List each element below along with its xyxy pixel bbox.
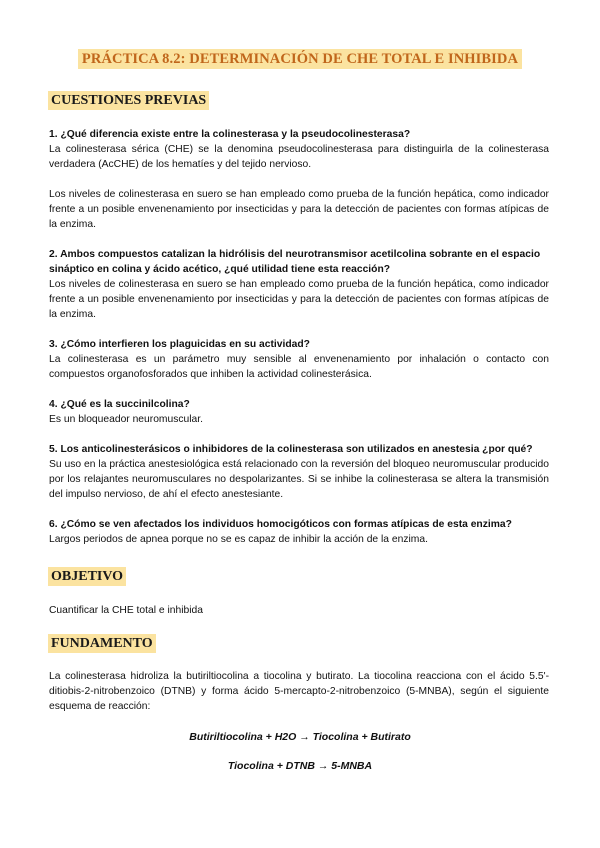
reaction-equation-1: Butiriltiocolina + H2O → Tiocolina + Butirato — [189, 731, 411, 743]
answer-4: Es un bloqueador neuromuscular. — [49, 414, 203, 425]
questions-block — [49, 127, 549, 547]
answer-6: Largos periodos de apnea porque no se es capaz de inhibir la acción de la enzima. — [49, 534, 428, 545]
objetivo-text: Cuantificar la CHE total e inhibida — [49, 605, 203, 616]
document-title-wrap — [0, 50, 600, 68]
reaction-equation-2: Tiocolina + DTNB → 5-MNBA — [227, 760, 373, 772]
question-5: 5. Los anticolinesterásicos o inhibidores de la colinesterasa son utilizados en anestesia ¿por qué? — [49, 444, 533, 455]
section-heading-cuestiones: CUESTIONES PREVIAS — [48, 91, 209, 110]
question-1: 1. ¿Qué diferencia existe entre la colinesterasa y la pseudocolinesterasa? — [49, 129, 411, 140]
fundamento-block — [49, 669, 549, 714]
section-heading-fundamento: FUNDAMENTO — [48, 634, 156, 653]
question-2: 2. Ambos compuestos catalizan la hidrólisis del neurotransmisor acetilcolina sobrante en el espacio sináptico en colina y ácido acético, ¿qué utilidad tiene esta reacción? — [49, 249, 541, 275]
question-3: 3. ¿Cómo interfieren los plaguicidas en su actividad? — [49, 339, 310, 350]
answer-1-paragraph-2: Los niveles de colinesterasa en suero se han empleado como prueba de la función hepática, como indicador frente a un posible envenenamiento por insecticidas y para la detección de pacientes con formas atípicas de la enzima. — [49, 189, 549, 230]
fundamento-text: La colinesterasa hidroliza la butiriltiocolina a tiocolina y butirato. La tiocolina reacciona con el ácido 5.5'- ditiobis-2-nitrobenzoico (DTNB) y forma ácido 5-mercapto-2-nitrobenzoico (5-MNBA), según el siguiente esquema de reacción: — [49, 671, 549, 712]
answer-5: Su uso en la práctica anestesiológica está relacionado con la reversión del bloqueo neuromuscular producido por los relajantes neuromusculares no despolarizantes. Si se inhibe la colinesterasa se altera la transmisión del impulso nervioso, de ahí el efecto anestesiante. — [49, 459, 549, 500]
answer-2: Los niveles de colinesterasa en suero se han empleado como prueba de la función hepática, como indicador frente a un posible envenenamiento por insecticidas y para la detección de pacientes con formas atípicas de la enzima. — [49, 279, 549, 320]
question-6: 6. ¿Cómo se ven afectados los individuos homocigóticos con formas atípicas de esta enzima? — [49, 519, 512, 530]
answer-1-paragraph-1: La colinesterasa sérica (CHE) se la denomina pseudocolinesterasa para distinguirla de la colinesterasa verdadera (AcCHE) de los hematíes y del tejido nervioso. — [49, 144, 549, 170]
answer-3: La colinesterasa es un parámetro muy sensible al envenenamiento por inhalación o contacto con compuestos organofosforados que inhiben la actividad colinesterásica. — [49, 354, 549, 380]
objetivo-block — [49, 603, 549, 618]
question-4: 4. ¿Qué es la succinilcolina? — [49, 399, 190, 410]
section-heading-objetivo: OBJETIVO — [48, 567, 126, 586]
document-title: PRÁCTICA 8.2: DETERMINACIÓN DE CHE TOTAL E INHIBIDA — [78, 49, 522, 69]
